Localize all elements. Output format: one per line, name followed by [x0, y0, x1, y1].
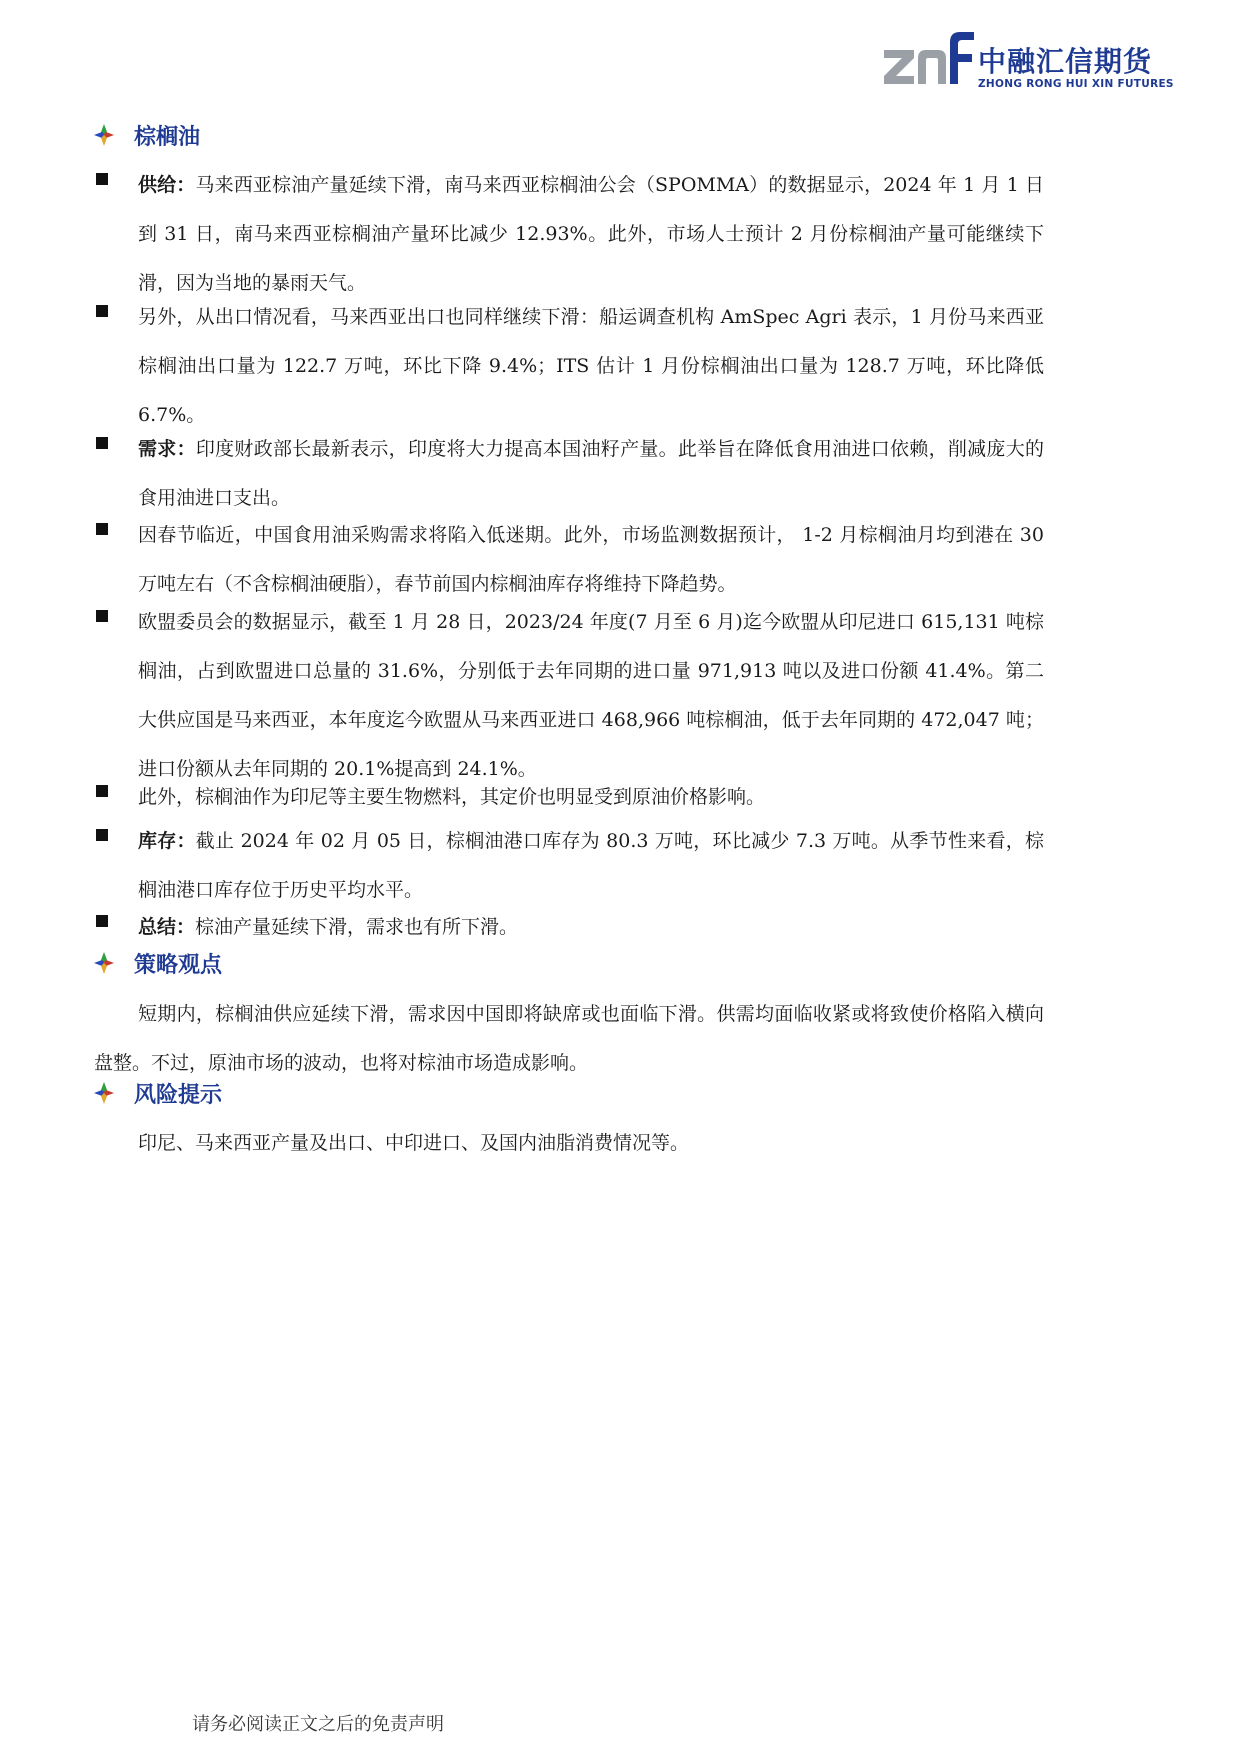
bullet-summary: [94, 903, 1044, 952]
bullet-body: 棕油产量延续下滑，需求也有所下滑。: [195, 916, 519, 938]
bullet-body: 欧盟委员会的数据显示，截至 1 月 28 日，2023/24 年度(7 月至 6 月)迄今欧盟从印尼进口 615,131 吨棕榈油，占到欧盟进口总量的 31.6%，分别低于去年同期的进口量 971,913 吨以及进口份额 41.4%。第二大供应国是马来西亚，本年度迄今欧盟从马来西亚进口 468,966 吨棕榈油，低于去年同期的 472,047 吨；进口份额从去年同期的 20.1%提高到 24.1%。: [138, 611, 1044, 780]
znf-logo-icon: [880, 28, 976, 100]
risk-paragraph: 印尼、马来西亚产量及出口、中印进口、及国内油脂消费情况等。: [138, 1132, 690, 1154]
square-bullet-icon: [96, 173, 108, 185]
section-title: 棕榈油: [134, 124, 201, 150]
square-bullet-icon: [96, 305, 108, 317]
section-heading-strategy: [94, 946, 222, 980]
bullet-body: 此外，棕榈油作为印尼等主要生物燃料，其定价也明显受到原油价格影响。: [138, 786, 766, 808]
bullet-supply: [94, 161, 1044, 308]
logo-chinese-name: 中融汇信期货: [978, 45, 1153, 78]
bullet-lead: 总结：: [138, 916, 196, 938]
bullet-demand: [94, 425, 1044, 523]
logo-english-name: ZHONG RONG HUI XIN FUTURES: [978, 78, 1174, 90]
square-bullet-icon: [96, 829, 108, 841]
square-bullet-icon: [96, 437, 108, 449]
section-title: 策略观点: [134, 952, 223, 978]
section-bullet-icon: [94, 1082, 114, 1104]
bullet-lead: 库存：: [138, 830, 196, 852]
bullet-lead: 需求：: [138, 438, 196, 460]
bullet-china-demand: [94, 511, 1044, 609]
section-bullet-icon: [94, 952, 114, 974]
bullet-body: 因春节临近，中国食用油采购需求将陷入低迷期。此外，市场监测数据预计， 1-2 月棕榈油月均到港在 30 万吨左右（不含棕榈油硬脂），春节前国内棕榈油库存将维持下降趋势。: [138, 524, 1044, 595]
bullet-crude-link: [94, 773, 1044, 822]
bullet-lead: 供给：: [138, 174, 196, 196]
bullet-body: 马来西亚棕油产量延续下滑，南马来西亚棕榈油公会（SPOMMA）的数据显示，2024 年 1 月 1 日到 31 日，南马来西亚棕榈油产量环比减少 12.93%。此外，市场人士预计 2 月份棕榈油产量可能继续下滑，因为当地的暴雨天气。: [138, 174, 1044, 294]
section-title: 风险提示: [134, 1082, 223, 1108]
bullet-body: 截止 2024 年 02 月 05 日，棕榈油港口库存为 80.3 万吨，环比减少 7.3 万吨。从季节性来看，棕榈油港口库存位于历史平均水平。: [138, 830, 1044, 901]
square-bullet-icon: [96, 610, 108, 622]
section-bullet-icon: [94, 124, 114, 146]
disclaimer-note: 请务必阅读正文之后的免责声明: [192, 1714, 444, 1735]
bullet-inventory: [94, 817, 1044, 915]
section-heading-palm-oil: [94, 118, 200, 152]
bullet-body: 另外，从出口情况看，马来西亚出口也同样继续下滑：船运调查机构 AmSpec Agri 表示，1 月份马来西亚棕榈油出口量为 122.7 万吨，环比下降 9.4%；ITS 估计 1 月份棕榈油出口量为 128.7 万吨，环比降低 6.7%。: [138, 306, 1044, 426]
square-bullet-icon: [96, 785, 108, 797]
bullet-exports: [94, 293, 1044, 440]
company-logo: [880, 28, 1180, 100]
strategy-paragraph: 短期内，棕榈油供应延续下滑，需求因中国即将缺席或也面临下滑。供需均面临收紧或将致使价格陷入横向盘整。不过，原油市场的波动，也将对棕油市场造成影响。: [94, 1003, 1044, 1074]
square-bullet-icon: [96, 523, 108, 535]
section-heading-risk: [94, 1076, 222, 1110]
bullet-body: 印度财政部长最新表示，印度将大力提高本国油籽产量。此举旨在降低食用油进口依赖，削减庞大的食用油进口支出。: [138, 438, 1044, 509]
square-bullet-icon: [96, 915, 108, 927]
bullet-eu-imports: [94, 598, 1044, 794]
